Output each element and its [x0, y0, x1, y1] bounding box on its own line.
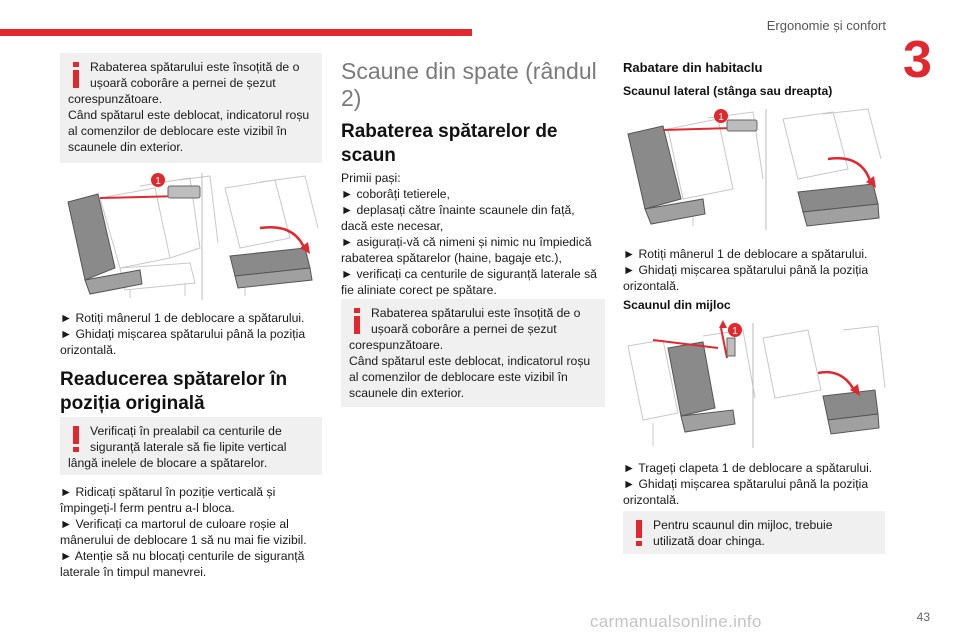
page-title: Scaune din spate (rândul 2): [341, 58, 597, 111]
section-heading: Readucerea spătarelor în poziția originală: [60, 369, 288, 414]
header-accent-bar: [0, 29, 472, 36]
info-icon: [350, 308, 364, 334]
watermark: carmanualsonline.info: [590, 612, 762, 631]
section-heading: Rabatare din habitaclu: [623, 60, 763, 75]
seat-fold-illustration: [60, 168, 322, 304]
info-note: Rabaterea spătarului este însoțită de o ușoară coborâre a pernei de șezut corespunzătoare. Când spătarul este deblocat, indicatorul roșu al comenzilor de deblocare este vizibil în scaunele din exterior.: [341, 299, 605, 407]
svg-text:1: 1: [732, 326, 738, 337]
section-heading: Rabaterea spătarelor de scaun: [341, 121, 558, 166]
running-header: Ergonomie și confort: [766, 18, 886, 33]
warning-note: Pentru scaunul din mijloc, trebuie utilizată doar chinga.: [623, 511, 885, 554]
subsection-heading: Scaunul din mijloc: [623, 298, 731, 312]
instruction-steps: ► Ridicați spătarul în poziție verticală și împingeți-l ferm pentru a-l bloca. ► Verificați ca martorul de culoare roșie al mânerului de deblocare 1 să nu mai fie vizibil. ► Atenție să nu blocați centurile de siguranță laterale în timpul manevrei.: [60, 485, 307, 579]
page-number: 43: [916, 610, 930, 624]
warning-note: Verificați în prealabil ca centurile de siguranță laterale să fie lipite vertical lângă inelele de blocare a spătarelor.: [60, 417, 322, 475]
instruction-steps: ► Trageți clapeta 1 de deblocare a spătarului. ► Ghidați mișcarea spătarului până la poziția orizontală.: [623, 461, 873, 507]
info-note: Rabaterea spătarului este însoțită de o ușoară coborâre a pernei de șezut corespunzătoare. Când spătarul este deblocat, indicatorul roșu al comenzilor de deblocare este vizibil în scaunele din exterior.: [60, 53, 322, 163]
middle-seat-fold-illustration: [623, 318, 887, 452]
chapter-number: 3: [903, 31, 932, 89]
side-seat-fold-illustration: [623, 104, 887, 234]
info-icon: [69, 62, 83, 88]
warning-icon: [69, 426, 83, 452]
instruction-steps: ► Rotiți mânerul 1 de deblocare a spătarului. ► Ghidați mișcarea spătarului până la poziția orizontală.: [623, 247, 869, 293]
svg-text:1: 1: [718, 112, 724, 123]
intro-steps: Primii pași: ► coborâți tetierele, ► deplasați către înainte scaunele din față, dacă este necesar, ► asigurați-vă că nimeni și nimic nu împiedică rabaterea spătarelor (haine, bagaje etc.), ► verificați ca centurile de siguranță laterale să fie aliniate corect pe spătare.: [341, 171, 597, 297]
svg-text:1: 1: [155, 176, 161, 187]
instruction-steps: ► Rotiți mânerul 1 de deblocare a spătarului. ► Ghidați mișcarea spătarului până la poziția orizontală.: [60, 311, 306, 357]
subsection-heading: Scaunul lateral (stânga sau dreapta): [623, 84, 833, 98]
warning-icon: [632, 520, 646, 546]
